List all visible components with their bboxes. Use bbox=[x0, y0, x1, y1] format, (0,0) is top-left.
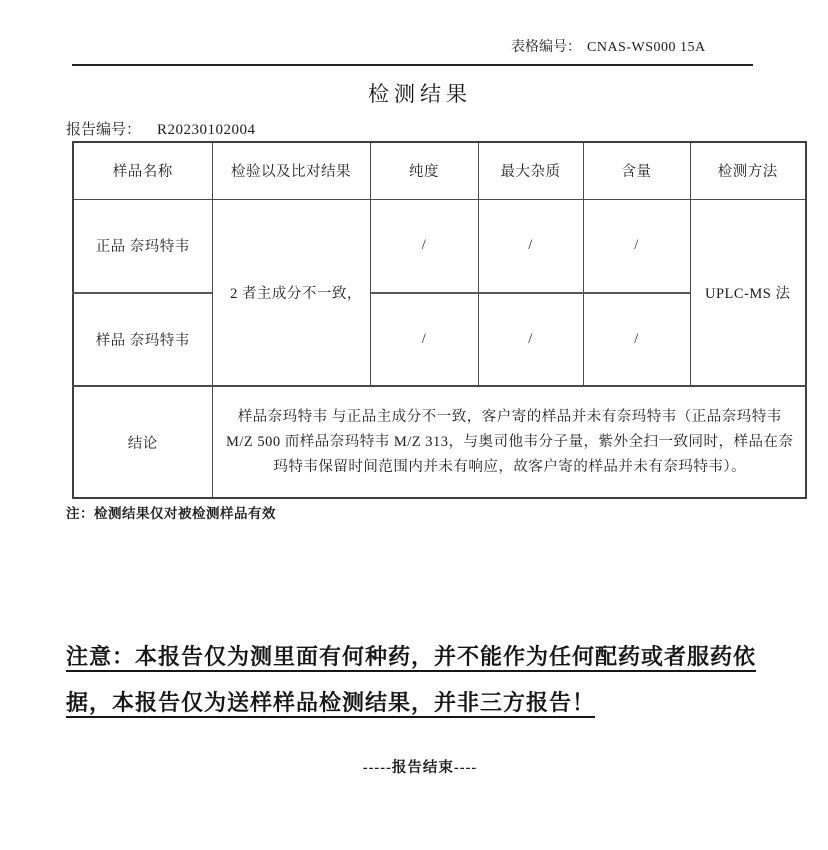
header-divider bbox=[72, 64, 753, 66]
form-number-label: 表格编号： bbox=[511, 40, 581, 55]
results-table bbox=[72, 141, 807, 499]
table-row-genuine-sample bbox=[73, 199, 806, 293]
conclusion-label-cell: 结论 bbox=[73, 386, 212, 498]
comparison-result-cell: 2 者主成分不一致， bbox=[212, 199, 370, 386]
column-header-comparison-result: 检验以及比对结果 bbox=[212, 142, 370, 199]
max-impurity-cell: / bbox=[478, 199, 583, 293]
column-header-method: 检测方法 bbox=[690, 142, 806, 199]
end-of-report-marker: -----报告结束---- bbox=[362, 760, 478, 776]
report-title: 检测结果 bbox=[368, 82, 472, 106]
table-header-row bbox=[73, 142, 806, 199]
sample-name-cell: 正品 奈玛特韦 bbox=[73, 199, 212, 293]
column-header-content: 含量 bbox=[583, 142, 690, 199]
report-number-value: R20230102004 bbox=[157, 122, 256, 138]
column-header-sample-name: 样品名称 bbox=[73, 142, 212, 199]
max-impurity-cell: / bbox=[478, 293, 583, 386]
report-number bbox=[66, 118, 256, 139]
content-cell: / bbox=[583, 199, 690, 293]
table-row-conclusion bbox=[73, 386, 806, 498]
disclaimer bbox=[66, 634, 768, 726]
conclusion-text-cell: 样品奈玛特韦 与正品主成分不一致，客户寄的样品并未有奈玛特韦（正品奈玛特韦 M/Z 500 而样品奈玛特韦 M/Z 313，与奥司他韦分子量，紫外全扫一致同时，样品在奈玛特韦保留时间范围内并未有响应，故客户寄的样品并未有奈玛特韦）。 bbox=[212, 386, 806, 498]
purity-cell: / bbox=[370, 199, 478, 293]
column-header-max-impurity: 最大杂质 bbox=[478, 142, 583, 199]
form-number bbox=[511, 36, 706, 56]
content-cell: / bbox=[583, 293, 690, 386]
validity-note: 注：检测结果仅对被检测样品有效 bbox=[66, 506, 276, 521]
sample-name-cell: 样品 奈玛特韦 bbox=[73, 293, 212, 386]
disclaimer-line-1: 注意：本报告仅为测里面有何种药，并不能作为任何配药或者服药依 bbox=[66, 644, 757, 669]
form-number-value: CNAS-WS000 15A bbox=[587, 40, 706, 55]
detection-method-cell: UPLC-MS 法 bbox=[690, 199, 806, 386]
purity-cell: / bbox=[370, 293, 478, 386]
disclaimer-line-2: 据，本报告仅为送样样品检测结果，并非三方报告！ bbox=[66, 690, 596, 715]
column-header-purity: 纯度 bbox=[370, 142, 478, 199]
report-number-label: 报告编号： bbox=[66, 122, 142, 138]
